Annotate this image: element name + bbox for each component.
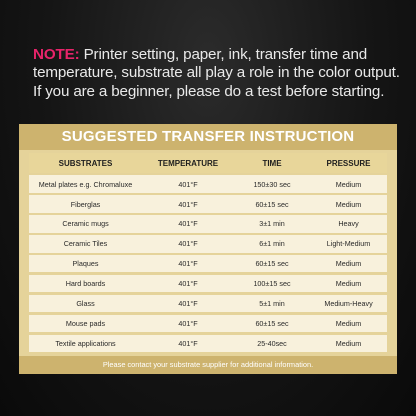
- cell-time: 25-40sec: [257, 338, 287, 348]
- cell-substrate: Glass: [76, 298, 95, 308]
- cell-time: 5±1 min: [259, 298, 285, 308]
- cell-substrate: Plaques: [72, 259, 99, 269]
- cell-pressure: Light-Medium: [326, 239, 371, 249]
- cell-pressure: Medium: [335, 259, 362, 269]
- table-row: [29, 175, 387, 193]
- table-row: [29, 315, 387, 333]
- instruction-table: [29, 153, 387, 354]
- cell-time: 60±15 sec: [255, 199, 289, 209]
- cell-temperature: 401°F: [178, 239, 198, 249]
- header-substrates: SUBSTRATES: [58, 158, 113, 168]
- cell-time: 150±30 sec: [253, 179, 291, 189]
- cell-pressure: Medium: [335, 338, 362, 348]
- card-title: SUGGESTED TRANSFER INSTRUCTION: [19, 124, 397, 150]
- table-header-row: [29, 153, 387, 173]
- cell-temperature: 401°F: [178, 199, 198, 209]
- cell-substrate: Textile applications: [55, 338, 116, 348]
- cell-temperature: 401°F: [178, 259, 198, 269]
- cell-substrate: Ceramic Tiles: [63, 239, 108, 249]
- header-temperature: TEMPERATURE: [157, 158, 219, 168]
- table-row: [29, 235, 387, 253]
- cell-time: 6±1 min: [259, 239, 285, 249]
- cell-pressure: Medium-Heavy: [324, 298, 373, 308]
- cell-pressure: Medium: [335, 179, 362, 189]
- note-paragraph: [33, 46, 405, 101]
- card-footer-note: Please contact your substrate supplier for additional information.: [19, 356, 397, 374]
- note-text: Printer setting, paper, ink, transfer time and temperature, substrate all play a role in the color output. If you are a beginner, please do a test before starting.: [33, 46, 400, 100]
- cell-substrate: Fiberglas: [70, 199, 101, 209]
- table-row: [29, 195, 387, 213]
- table-row: [29, 255, 387, 273]
- cell-temperature: 401°F: [178, 338, 198, 348]
- cell-time: 100±15 sec: [253, 279, 291, 289]
- cell-pressure: Heavy: [338, 219, 359, 229]
- cell-time: 60±15 sec: [255, 318, 289, 328]
- header-pressure: PRESSURE: [326, 158, 371, 168]
- table-row: [29, 215, 387, 233]
- cell-temperature: 401°F: [178, 318, 198, 328]
- cell-temperature: 401°F: [178, 298, 198, 308]
- table-row: [29, 295, 387, 313]
- header-time: TIME: [262, 158, 282, 168]
- cell-temperature: 401°F: [178, 279, 198, 289]
- cell-time: 60±15 sec: [255, 259, 289, 269]
- cell-substrate: Ceramic mugs: [62, 219, 109, 229]
- cell-substrate: Hard boards: [65, 279, 106, 289]
- cell-substrate: Metal plates e.g. Chromaluxe: [38, 179, 133, 189]
- cell-pressure: Medium: [335, 199, 362, 209]
- cell-temperature: 401°F: [178, 219, 198, 229]
- table-row: [29, 335, 387, 353]
- note-label: NOTE:: [33, 46, 80, 63]
- cell-temperature: 401°F: [178, 179, 198, 189]
- transfer-instruction-card: [19, 124, 397, 374]
- table-row: [29, 275, 387, 293]
- cell-substrate: Mouse pads: [65, 318, 106, 328]
- cell-time: 3±1 min: [259, 219, 285, 229]
- cell-pressure: Medium: [335, 279, 362, 289]
- cell-pressure: Medium: [335, 318, 362, 328]
